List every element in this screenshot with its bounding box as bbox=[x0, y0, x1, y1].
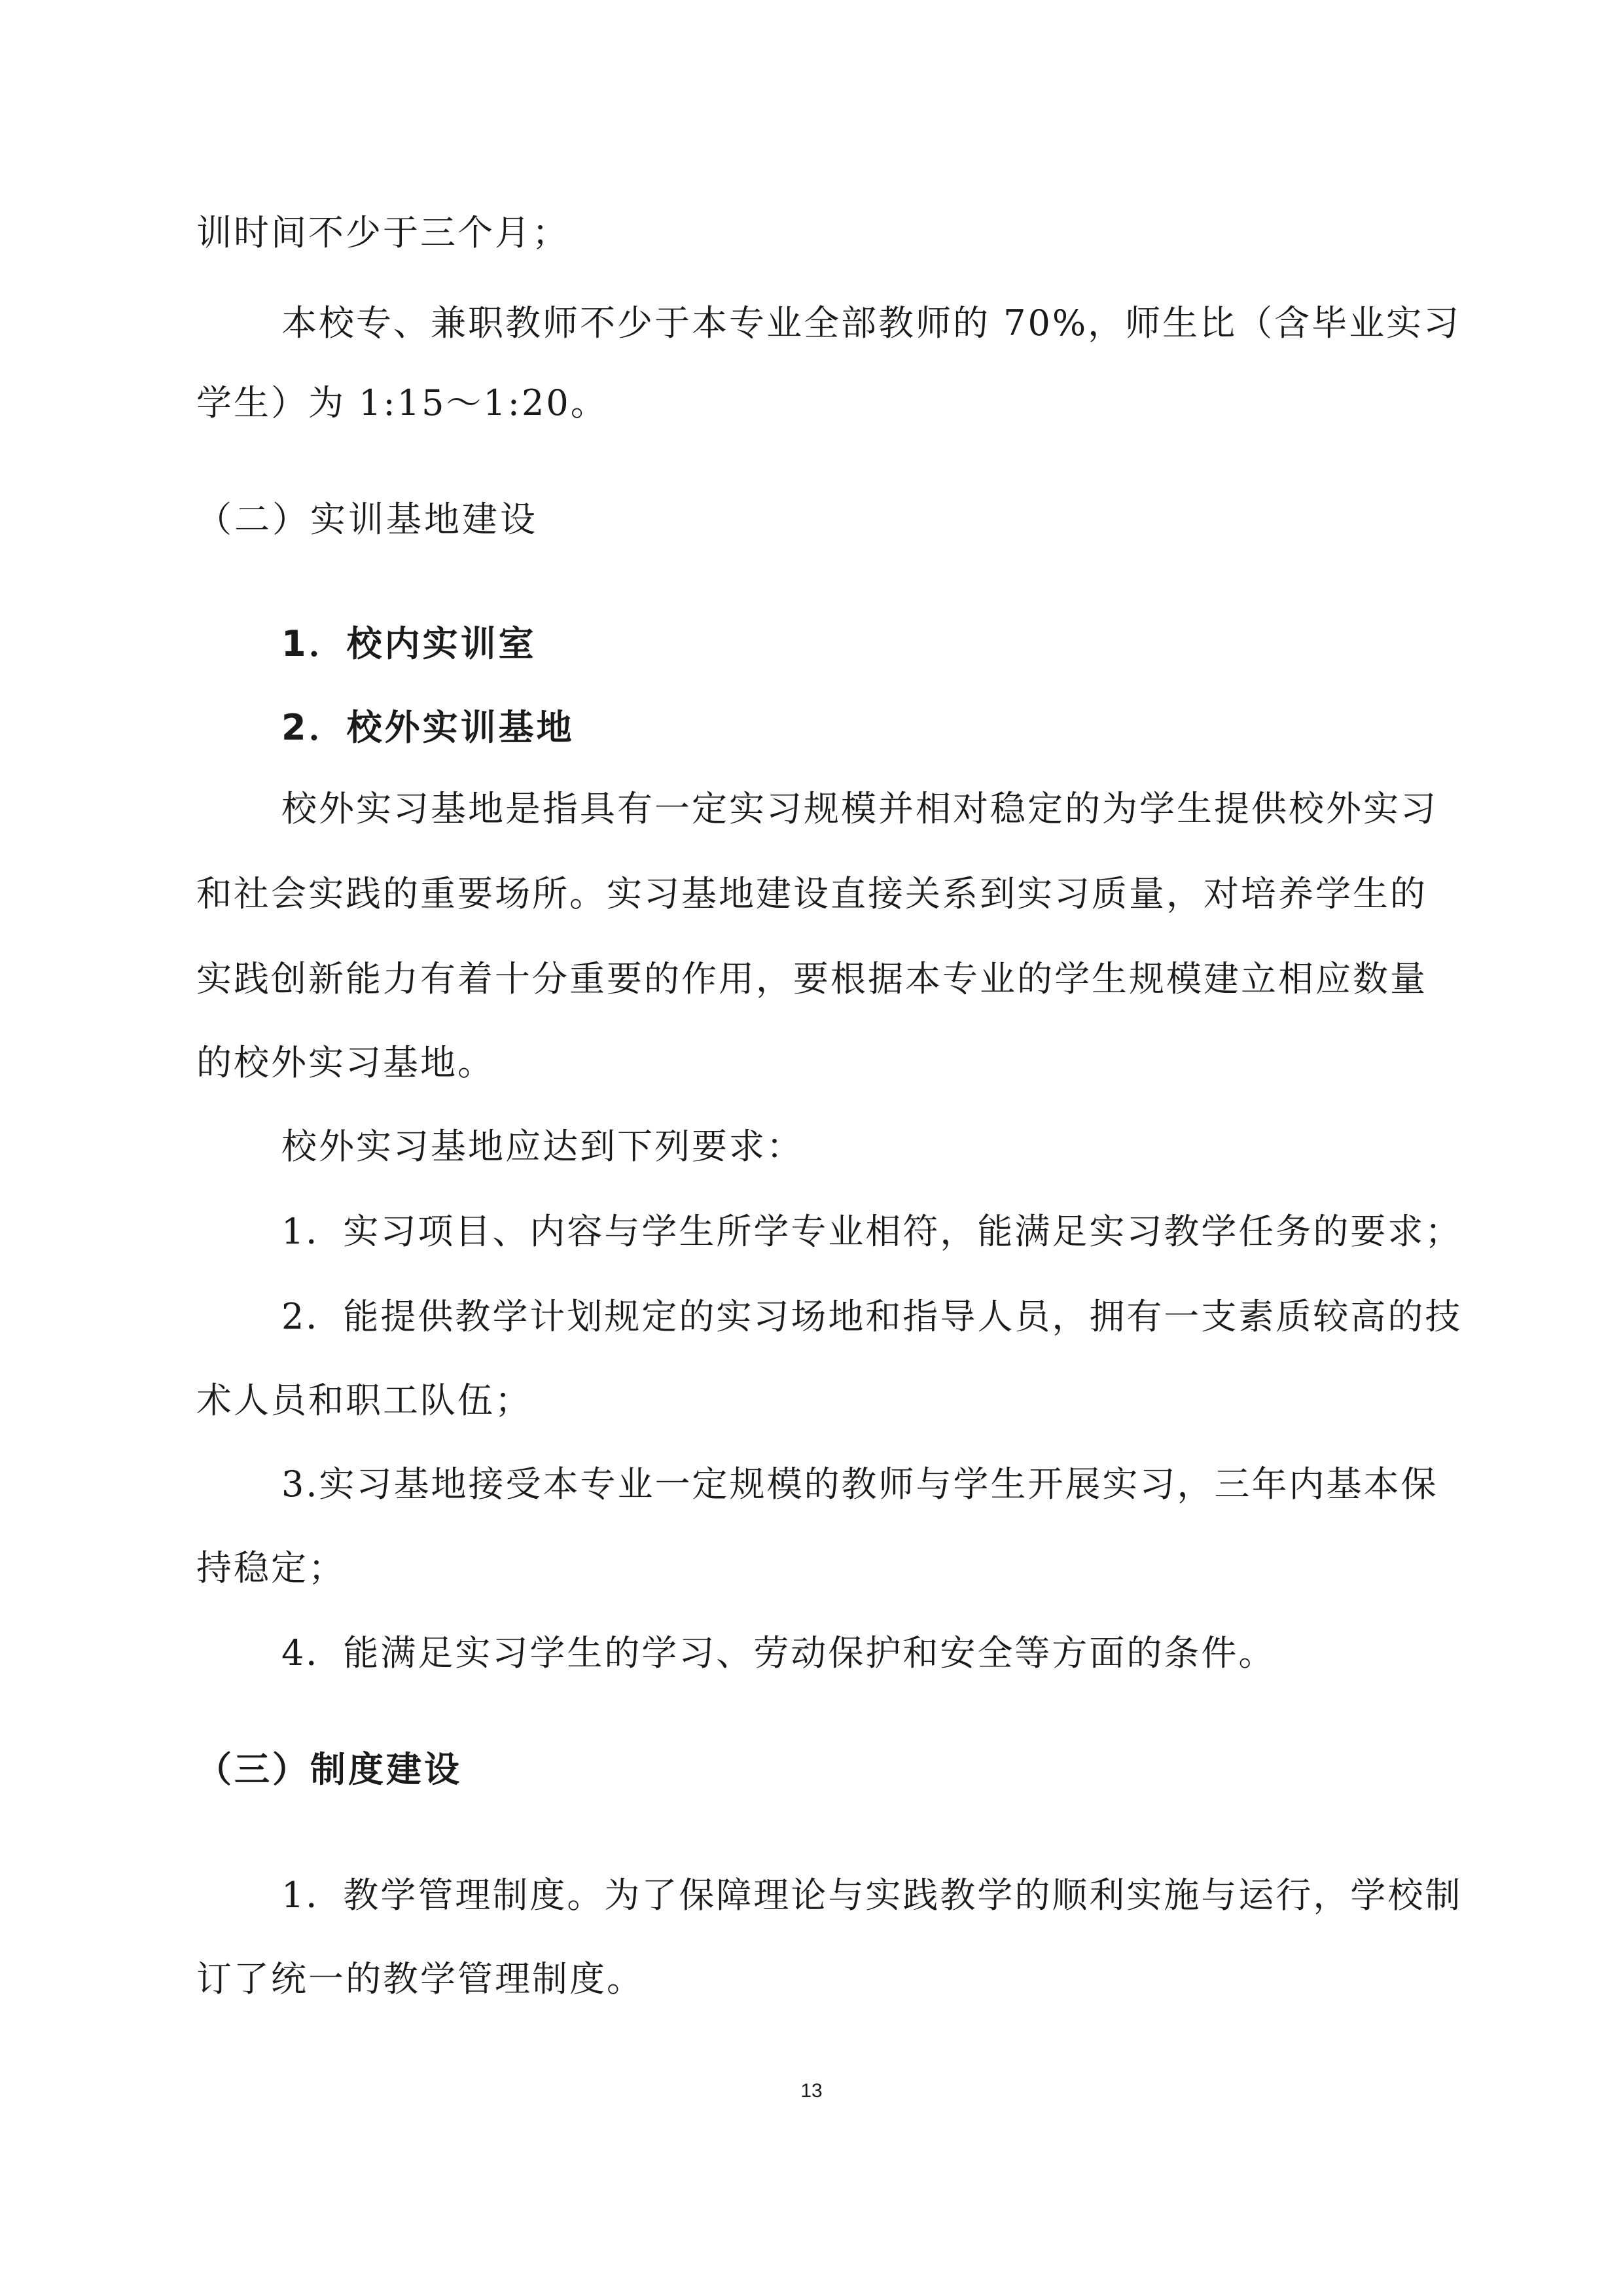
subsection-heading: 1．校内实训室 bbox=[281, 623, 537, 664]
list-item: 4．能满足实习学生的学习、劳动保护和安全等方面的条件。 bbox=[281, 1632, 1276, 1674]
list-item-continuation: 术人员和职工队伍； bbox=[196, 1380, 532, 1421]
section-heading: （二）实训基地建设 bbox=[196, 499, 538, 540]
subsection-heading: 2．校外实训基地 bbox=[281, 707, 575, 748]
paragraph-line: 1．教学管理制度。为了保障理论与实践教学的顺利实施与运行，学校制 bbox=[281, 1874, 1463, 1916]
list-item-continuation: 持稳定； bbox=[196, 1547, 346, 1588]
paragraph-line: 和社会实践的重要场所。实习基地建设直接关系到实习质量，对培养学生的 bbox=[196, 873, 1427, 914]
paragraph-line: 学生）为 1:15～1:20。 bbox=[196, 382, 608, 423]
paragraph-line: 训时间不少于三个月； bbox=[196, 212, 569, 253]
paragraph-line: 校外实习基地应达到下列要求： bbox=[281, 1126, 804, 1167]
paragraph-line: 实践创新能力有着十分重要的作用，要根据本专业的学生规模建立相应数量 bbox=[196, 958, 1427, 999]
paragraph-line: 订了统一的教学管理制度。 bbox=[196, 1958, 644, 2000]
paragraph-line: 校外实习基地是指具有一定实习规模并相对稳定的为学生提供校外实习 bbox=[281, 788, 1438, 829]
page-number: 13 bbox=[800, 2080, 823, 2102]
list-item: 2．能提供教学计划规定的实习场地和指导人员，拥有一支素质较高的技 bbox=[281, 1296, 1463, 1337]
section-heading: （三）制度建设 bbox=[196, 1749, 462, 1790]
list-item: 3.实习基地接受本专业一定规模的教师与学生开展实习，三年内基本保 bbox=[281, 1463, 1438, 1505]
paragraph-line: 本校专、兼职教师不少于本专业全部教师的 70%，师生比（含毕业实习 bbox=[281, 302, 1461, 344]
paragraph-line: 的校外实习基地。 bbox=[196, 1042, 495, 1083]
list-item: 1．实习项目、内容与学生所学专业相符，能满足实习教学任务的要求； bbox=[281, 1211, 1463, 1252]
